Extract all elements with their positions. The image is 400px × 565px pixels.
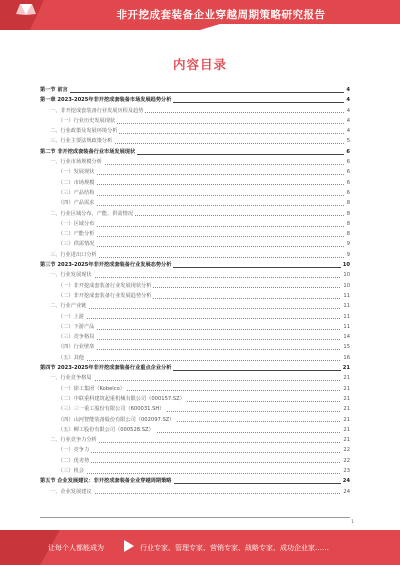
toc-entry[interactable] [40, 322, 350, 332]
toc-entry-page: 21 [341, 373, 350, 383]
toc-entry-title: （二）优劣势 [58, 456, 91, 466]
toc-entry-title: 第四节 2023-2025年非开挖成套装备行业重点企业分析 [40, 363, 173, 373]
toc-leader [58, 246, 350, 247]
toc-entry-title: 第一章 2023-2025年非开挖成套装备市场发展趋势分析 [40, 95, 173, 105]
toc-entry-title: （三）供需情况 [58, 239, 96, 249]
toc-entry[interactable] [40, 250, 350, 260]
toc-entry-title: （一）非开挖成套装备行业发展现状分析 [58, 281, 153, 291]
arrow-right-icon [122, 538, 136, 554]
toc-entry-page: 4 [344, 85, 350, 95]
toc-entry-page: 11 [341, 291, 350, 301]
header-banner [0, 0, 400, 30]
footer-roles: 行业专家、管理专家、营销专家、战略专家、成功企业家…… [140, 544, 329, 552]
toc-leader [58, 339, 350, 340]
toc-entry-title: 一、非开挖成套装备行业发展历程及趋势 [50, 106, 145, 116]
toc-entry-page: 8 [345, 219, 350, 229]
toc-entry[interactable] [40, 188, 350, 198]
toc-entry-page: 21 [341, 435, 350, 445]
toc-entry[interactable] [40, 456, 350, 466]
toc-entry-title: （一）行业历史发展现状 [58, 116, 117, 126]
toc-entry[interactable] [40, 167, 350, 177]
toc-entry-title: （三）竞争格局 [58, 332, 96, 342]
toc-entry-page: 21 [341, 404, 350, 414]
toc-entry-title: （三）机会 [58, 466, 86, 476]
toc-entry-page: 24 [341, 476, 350, 486]
toc-entry[interactable] [40, 116, 350, 126]
toc-entry-title: （一）区域分布 [58, 219, 96, 229]
toc-entry[interactable] [40, 373, 350, 383]
toc-entry-page: 24 [341, 487, 350, 497]
toc-entry-title: （四）山河智能装备股份有限公司（002097.SZ） [58, 415, 177, 425]
toc-entry-title: （一）徐工集团（Kobelco） [58, 384, 127, 394]
toc-entry[interactable] [40, 270, 350, 280]
toc-entry-page: 5 [345, 136, 350, 146]
toc-entry-page: 4 [345, 116, 350, 126]
toc-entry-page: 6 [344, 147, 350, 157]
toc-entry-title: （一）竞争力 [58, 445, 91, 455]
toc-entry-page: 4 [345, 126, 350, 136]
toc-entry-page: 11 [341, 301, 350, 311]
toc-entry-title: （二）非开挖成套装备行业发展趋势分析 [58, 291, 153, 301]
toc-entry-title: 二、行业竞争力分析 [50, 435, 99, 445]
toc-entry[interactable] [40, 301, 350, 311]
toc-entry-title: 第二节 非开挖成套装备行业市场发展现状 [40, 147, 137, 157]
toc-entry[interactable] [40, 219, 350, 229]
toc-entry-page: 14 [341, 332, 350, 342]
toc-leader [58, 236, 350, 237]
page-rule [40, 517, 350, 518]
toc-entry[interactable] [40, 476, 350, 486]
toc-entry[interactable] [40, 260, 350, 270]
toc-entry[interactable] [40, 353, 350, 363]
toc-entry-title: 一、行业市场规模分析 [50, 157, 104, 167]
toc-entry-page: 11 [341, 312, 350, 322]
toc-entry-title: 第五节 企业发展建议：非开挖成套装备企业穿越周期策略 [40, 476, 174, 486]
toc-entry-page: 8 [345, 229, 350, 239]
toc-entry-page: 9 [345, 239, 350, 249]
toc-entry-title: 第三节 2023-2025年非开挖成套装备行业发展态势分析 [40, 260, 173, 270]
toc-leader [58, 226, 350, 227]
toc-leader [58, 195, 350, 196]
toc-entry[interactable] [40, 312, 350, 322]
toc-entry-title: （二）市场规模 [58, 178, 96, 188]
toc-entry[interactable] [40, 126, 350, 136]
report-title: 非开挖成套装备企业穿越周期策略研究报告 [116, 9, 326, 21]
footer-slogan: 让每个人都能成为 [48, 544, 104, 552]
toc-entry[interactable] [40, 363, 350, 373]
toc-entry[interactable] [40, 404, 350, 414]
toc-entry-page: 10 [341, 270, 350, 280]
toc-entry-title: （一）上游 [58, 312, 86, 322]
toc-leader [58, 318, 350, 319]
toc-entry[interactable] [40, 425, 350, 435]
toc-entry-page: 6 [345, 167, 350, 177]
toc-entry-title: 二、行业区域分布、产能、供需情况 [50, 209, 135, 219]
toc-entry-page: 21 [341, 363, 350, 373]
toc-leader [58, 462, 350, 463]
toc-entry-page: 11 [341, 322, 350, 332]
toc-entry[interactable] [40, 415, 350, 425]
toc-entry-page: 21 [341, 425, 350, 435]
toc-entry-title: 三、行业进出口分析 [50, 250, 99, 260]
toc-entry-title: （三）三一重工股份有限公司（600031.SH） [58, 404, 166, 414]
toc-entry-page: 4 [344, 95, 350, 105]
toc-leader [58, 473, 350, 474]
toc-leader [58, 360, 350, 361]
toc-entry[interactable] [40, 435, 350, 445]
toc-entry-title: （二）下游产品 [58, 322, 96, 332]
toc-entry-title: 一、行业竞争格局 [50, 373, 94, 383]
toc-leader [58, 329, 350, 330]
toc-entry-page: 23 [341, 466, 350, 476]
toc-entry[interactable] [40, 178, 350, 188]
toc-entry[interactable] [40, 342, 350, 352]
toc-entry-title: （二）中联重科建筑起重机械有限公司（000157.SZ） [58, 394, 187, 404]
toc-leader [58, 174, 350, 175]
toc-entry[interactable] [40, 198, 350, 208]
toc-entry-page: 21 [341, 384, 350, 394]
toc-entry-title: 二、行业政策及发展环境分析 [50, 126, 119, 136]
toc-entry[interactable] [40, 384, 350, 394]
footer-banner [0, 530, 400, 565]
toc-entry-page: 22 [341, 456, 350, 466]
toc-entry[interactable] [40, 281, 350, 291]
toc-entry-title: （五）其他 [58, 353, 86, 363]
toc-entry-title: 一、行业发展现状 [50, 270, 94, 280]
toc-entry-title: （四）行业壁垒 [58, 342, 96, 352]
toc-entry-title: 一、企业发展建议 [50, 487, 94, 497]
toc-entry-page: 21 [341, 394, 350, 404]
toc-entry-title: 三、行业主要法规政策分析 [50, 136, 114, 146]
toc-entry[interactable] [40, 487, 350, 497]
toc-entry-page: 10 [341, 260, 350, 270]
toc-entry-page: 8 [345, 209, 350, 219]
toc-entry-title: （二）产能分析 [58, 229, 96, 239]
toc-entry[interactable] [40, 229, 350, 239]
toc-entry-title: （一）发展现状 [58, 167, 96, 177]
toc-entry[interactable] [40, 394, 350, 404]
toc-entry[interactable] [40, 445, 350, 455]
toc-entry[interactable] [40, 239, 350, 249]
toc-leader [58, 452, 350, 453]
toc-title: 内容目录 [172, 57, 227, 72]
toc-entry-title: （四）产品需求 [58, 198, 96, 208]
toc-leader [58, 184, 350, 185]
toc-entry[interactable] [40, 147, 350, 157]
toc-entry-title: （五）柳工股份有限公司（000528.SZ） [58, 425, 156, 435]
page-number: 1 [351, 520, 354, 525]
toc-entry-page: 22 [341, 445, 350, 455]
toc-leader [58, 349, 350, 350]
logo-icon [10, 0, 44, 30]
toc-entry[interactable] [40, 332, 350, 342]
toc-entry-title: 二、行业产业链 [50, 301, 88, 311]
toc-entry-page: 10 [341, 281, 350, 291]
toc-entry-page: 6 [345, 178, 350, 188]
toc-entry-title: （三）产品结构 [58, 188, 96, 198]
toc-entry-page: 16 [341, 353, 350, 363]
toc-leader [50, 493, 350, 494]
toc-entry[interactable] [40, 209, 350, 219]
toc-entry[interactable] [40, 291, 350, 301]
toc-entry[interactable] [40, 136, 350, 146]
toc-entry-page: 9 [345, 250, 350, 260]
toc-entry-page: 6 [345, 188, 350, 198]
toc-leader [50, 380, 350, 381]
toc-entry-page: 8 [345, 198, 350, 208]
table-of-contents [40, 85, 350, 497]
toc-entry[interactable] [40, 85, 350, 95]
toc-leader [50, 277, 350, 278]
toc-entry-page: 15 [341, 342, 350, 352]
toc-entry-page: 4 [345, 106, 350, 116]
toc-entry-page: 6 [345, 157, 350, 167]
toc-entry-page: 21 [341, 415, 350, 425]
toc-leader [50, 308, 350, 309]
toc-entry-title: 第一节 前言 [40, 85, 70, 95]
toc-entry[interactable] [40, 95, 350, 105]
toc-leader [40, 92, 350, 93]
toc-entry[interactable] [40, 466, 350, 476]
toc-entry[interactable] [40, 157, 350, 167]
toc-leader [58, 205, 350, 206]
toc-entry[interactable] [40, 106, 350, 116]
